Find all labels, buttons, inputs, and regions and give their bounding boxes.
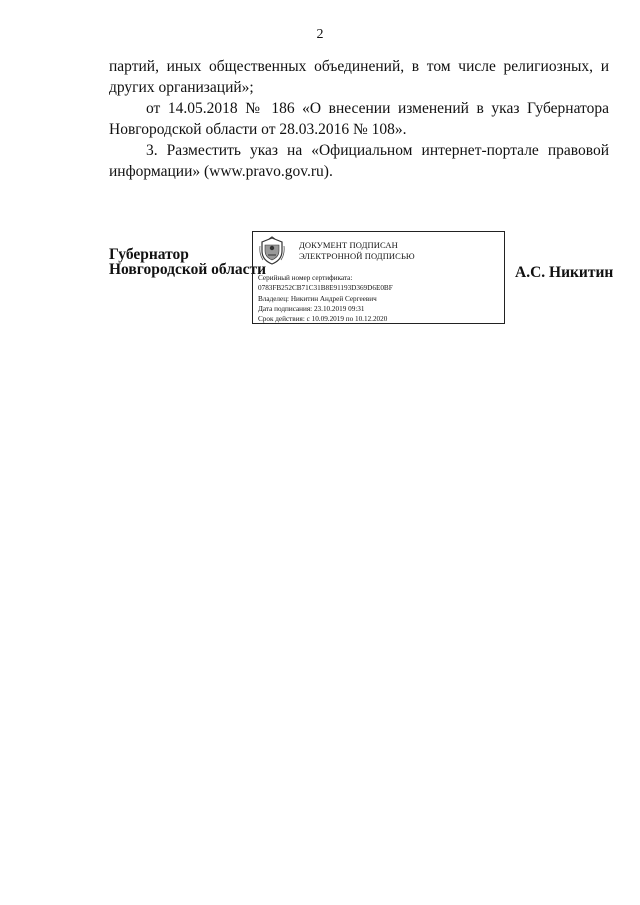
coat-of-arms-icon [258,236,286,266]
stamp-heading-line-1: ДОКУМЕНТ ПОДПИСАН [299,240,398,250]
page-number: 2 [316,27,324,42]
paragraph-publication: 3. Разместить указ на «Официальном интернет-портале правовой информации» (www.pravo.gov.ru). [109,142,609,180]
signatory-position [109,247,266,277]
stamp-signed-date: Дата подписания: 23.10.2019 09:31 [258,304,365,313]
position-line-1: Губернатор [109,246,189,263]
stamp-heading-line-2: ЭЛЕКТРОННОЙ ПОДПИСЬЮ [299,251,415,261]
stamp-owner: Владелец: Никитин Андрей Сергеевич [258,294,377,303]
paragraph-decree-amendment: от 14.05.2018 № 186 «О внесении изменений в указ Губернатора Новгородской области от 28.03.2016 № 108». [109,100,609,138]
stamp-details [258,273,393,324]
electronic-signature-stamp [252,231,505,324]
signer-name: А.С. Никитин [515,264,614,281]
stamp-serial-value: 0783FB252CB71C31B8E91193D369D6E0BF [258,284,393,293]
document-body [109,56,609,182]
paragraph-continuation: партий, иных общественных объединений, в том числе религиозных, и других организаций»; [109,58,609,96]
stamp-heading [299,240,415,262]
stamp-serial-label: Серийный номер сертификата: [258,274,353,282]
position-line-2: Новгородской области [109,261,267,278]
stamp-validity: Срок действия: с 10.09.2019 по 10.12.2020 [258,315,388,324]
